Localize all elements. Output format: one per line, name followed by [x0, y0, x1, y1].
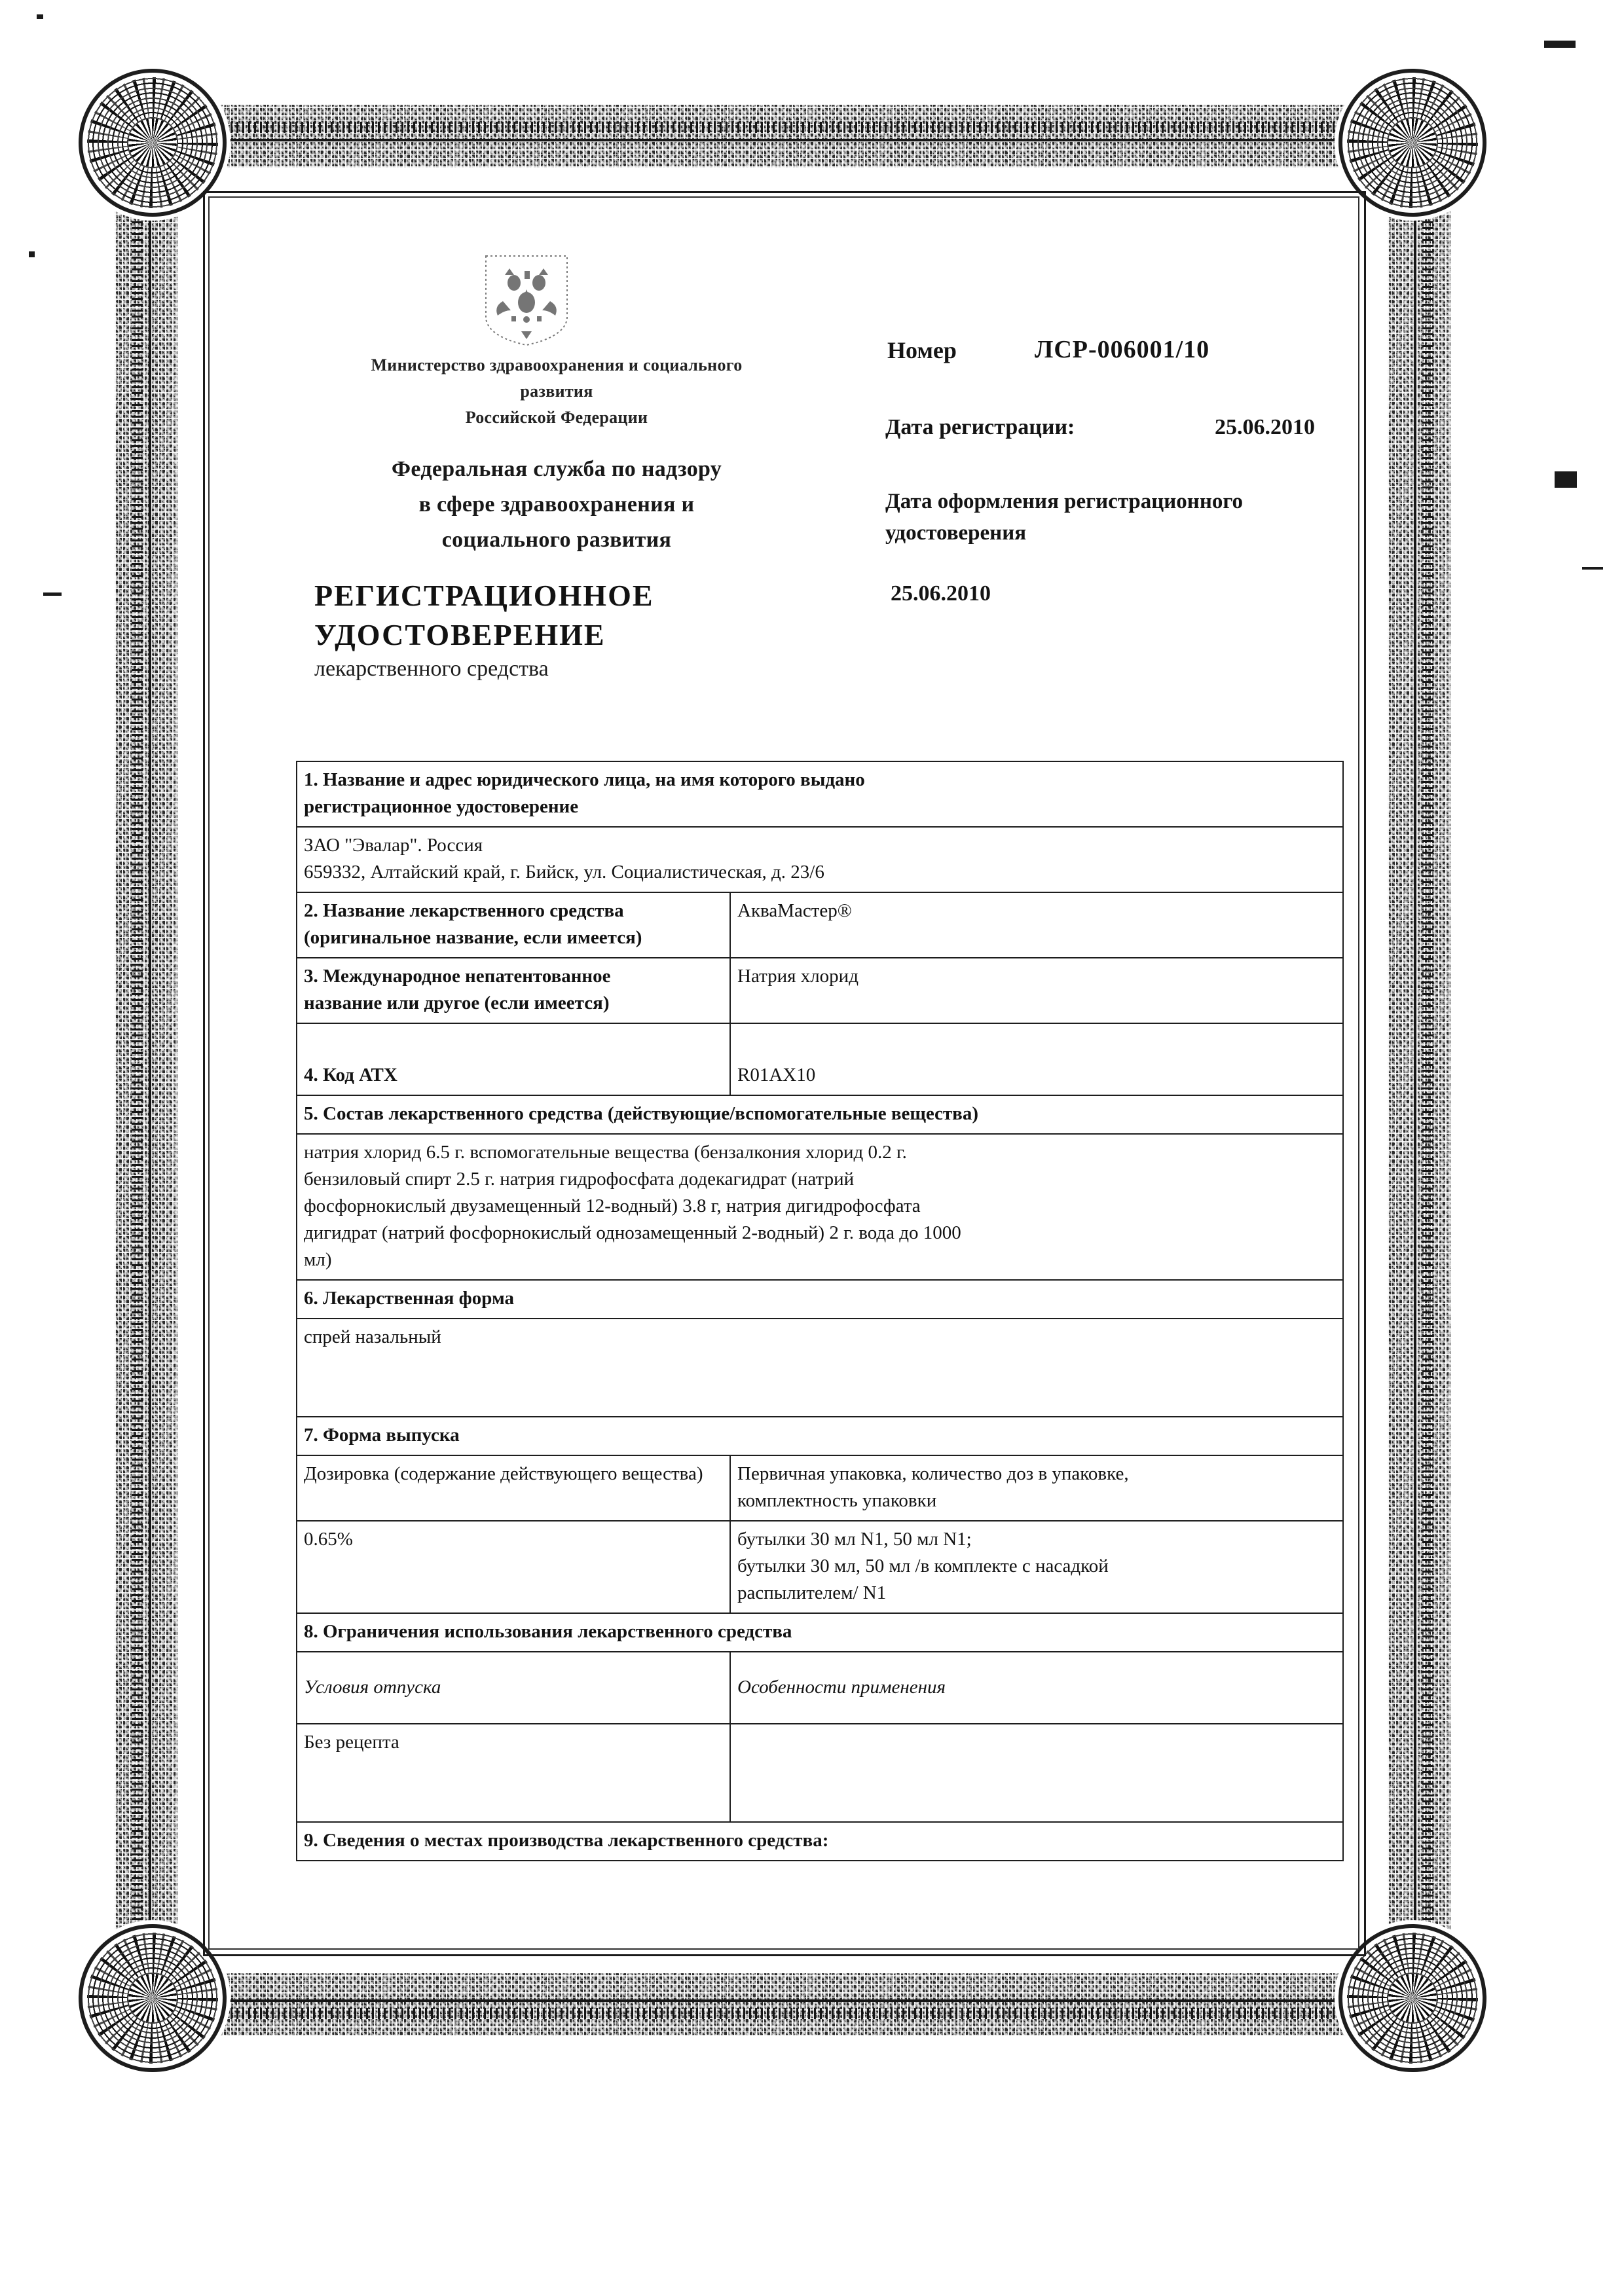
table-row-section1-value — [297, 827, 1343, 892]
corner-rosette-bottom-left — [87, 1933, 218, 2064]
section4-label: 4. Код АТХ — [297, 1023, 730, 1095]
issue-date-label-line-1: Дата оформления регистрационного — [885, 490, 1243, 513]
section7-dosage-value: 0.65% — [297, 1521, 730, 1613]
section1-heading-line-2: регистрационное удостоверение — [304, 796, 579, 817]
federal-service-line-3: социального развития — [441, 528, 672, 552]
section1-heading — [297, 761, 1343, 827]
section8-usage-value — [730, 1724, 1343, 1822]
corner-rosette-top-right — [1347, 77, 1478, 208]
border-band-bottom — [115, 1973, 1450, 2036]
section3-label — [297, 958, 730, 1023]
table-row-section9-heading — [297, 1822, 1343, 1861]
ministry-line-2: развития — [520, 382, 593, 401]
section8-column1-header: Условия отпуска — [297, 1652, 730, 1724]
section1-heading-line-1: 1. Название и адрес юридического лица, на имя которого выдано — [304, 769, 865, 790]
border-band-top — [115, 105, 1450, 168]
section5-value-line-3: фосфорнокислый двузамещенный 12-водный) 3.8 г, натрия дигидрофосфата — [304, 1195, 921, 1216]
section7-packaging-value — [730, 1521, 1343, 1613]
border-rule-top — [177, 139, 1388, 141]
section1-address: 659332, Алтайский край, г. Бийск, ул. Социалистическая, д. 23/6 — [304, 862, 824, 883]
table-row-section7-heading — [297, 1417, 1343, 1455]
section7-packaging-line-2: бутылки 30 мл, 50 мл /в комплекте с насадкой — [737, 1556, 1109, 1576]
section2-label-line-1: 2. Название лекарственного средства — [304, 900, 624, 921]
ministry-heading — [262, 352, 851, 431]
border-comb-top — [177, 122, 1388, 133]
table-row-section7-values — [297, 1521, 1343, 1613]
issue-date-value: 25.06.2010 — [891, 581, 991, 606]
table-row-section4 — [297, 1023, 1343, 1095]
scan-artifact-low-right — [1582, 567, 1603, 570]
issue-date-label-line-2: удостоверения — [885, 521, 1027, 545]
section5-value-line-4: дигидрат (натрий фосфорнокислый однозамещенный 2-водный) 2 г. вода до 1000 — [304, 1222, 961, 1243]
section5-value — [297, 1134, 1343, 1280]
section1-value — [297, 827, 1343, 892]
section5-value-line-2: бензиловый спирт 2.5 г. натрия гидрофосфата додекагидрат (натрий — [304, 1169, 855, 1190]
section7-column2-header-line-2: комплектность упаковки — [737, 1490, 937, 1511]
section2-label-line-2: (оригинальное название, если имеется) — [304, 927, 642, 948]
border-rule-left — [149, 168, 151, 1973]
certificate-subtitle: лекарственного средства — [314, 657, 549, 681]
table-row-section8-headers — [297, 1652, 1343, 1724]
border-band-left — [115, 105, 177, 2036]
corner-rosette-top-left — [87, 77, 218, 208]
table-row-section6-heading — [297, 1280, 1343, 1319]
table-row-section5-value — [297, 1134, 1343, 1280]
border-rule-right — [1414, 168, 1416, 1973]
scan-artifact-left-edge — [29, 251, 35, 257]
ministry-line-3: Российской Федерации — [465, 408, 648, 427]
corner-rosette-bottom-right — [1347, 1933, 1478, 2064]
russian-federation-coat-of-arms-icon — [483, 254, 570, 347]
border-comb-left — [132, 168, 143, 1973]
section7-column2-header-line-1: Первичная упаковка, количество доз в упаковке, — [737, 1463, 1129, 1484]
number-value: ЛСР-006001/10 — [1035, 336, 1210, 363]
table-row-section1-heading — [297, 761, 1343, 827]
table-row-section8-heading — [297, 1613, 1343, 1652]
section3-label-line-2: название или другое (если имеется) — [304, 993, 610, 1013]
section3-value: Натрия хлорид — [730, 958, 1343, 1023]
section6-heading: 6. Лекарственная форма — [297, 1280, 1343, 1319]
registration-form-table — [296, 761, 1344, 1861]
section7-packaging-line-3: распылителем/ N1 — [737, 1582, 887, 1603]
number-label: Номер — [887, 337, 957, 363]
section7-packaging-line-1: бутылки 30 мл N1, 50 мл N1; — [737, 1529, 972, 1550]
ministry-line-1: Министерство здравоохранения и социального — [371, 355, 743, 374]
border-comb-right — [1422, 168, 1433, 1973]
section2-value: АкваМастер® — [730, 892, 1343, 958]
border-rule-bottom — [177, 1999, 1388, 2002]
section8-heading: 8. Ограничения использования лекарственного средства — [297, 1613, 1343, 1652]
certificate-title — [314, 576, 773, 655]
federal-service-line-1: Федеральная служба по надзору — [391, 457, 722, 481]
federal-service-heading — [262, 452, 851, 558]
table-row-section5-heading — [297, 1095, 1343, 1134]
table-row-section6-value — [297, 1319, 1343, 1417]
section5-heading: 5. Состав лекарственного средства (действующие/вспомогательные вещества) — [297, 1095, 1343, 1134]
certificate-title-line-1: РЕГИСТРАЦИОННОЕ — [314, 579, 654, 612]
federal-service-line-2: в сфере здравоохранения и — [418, 492, 695, 517]
scan-artifact-mid-right — [1555, 471, 1577, 488]
section7-column1-header: Дозировка (содержание действующего вещества) — [297, 1455, 730, 1521]
section7-column2-header — [730, 1455, 1343, 1521]
registration-date-value: 25.06.2010 — [1215, 415, 1315, 439]
scan-artifact-bottom-left — [43, 592, 62, 596]
section7-heading: 7. Форма выпуска — [297, 1417, 1343, 1455]
section1-company: ЗАО "Эвалар". Россия — [304, 835, 483, 856]
section2-label — [297, 892, 730, 958]
scan-artifact-top-right — [1544, 41, 1576, 48]
table-row-section2 — [297, 892, 1343, 958]
section3-label-line-1: 3. Международное непатентованное — [304, 966, 611, 987]
registration-date-label: Дата регистрации: — [885, 415, 1075, 439]
section4-value: R01AX10 — [730, 1023, 1343, 1095]
issue-date-label — [885, 486, 1396, 549]
border-comb-bottom — [177, 2008, 1388, 2019]
section5-value-line-5: мл) — [304, 1249, 332, 1270]
section6-value: спрей назальный — [297, 1319, 1343, 1417]
table-row-section7-headers — [297, 1455, 1343, 1521]
section8-column2-header: Особенности применения — [730, 1652, 1343, 1724]
scan-artifact-top-left — [37, 14, 43, 19]
section5-value-line-1: натрия хлорид 6.5 г. вспомогательные вещества (бензалкония хлорид 0.2 г. — [304, 1142, 907, 1163]
table-row-section3 — [297, 958, 1343, 1023]
section9-heading: 9. Сведения о местах производства лекарственного средства: — [297, 1822, 1343, 1861]
border-band-right — [1388, 105, 1450, 2036]
certificate-title-line-2: УДОСТОВЕРЕНИЕ — [314, 618, 606, 651]
table-row-section8-values — [297, 1724, 1343, 1822]
section8-dispensing-value: Без рецепта — [297, 1724, 730, 1822]
